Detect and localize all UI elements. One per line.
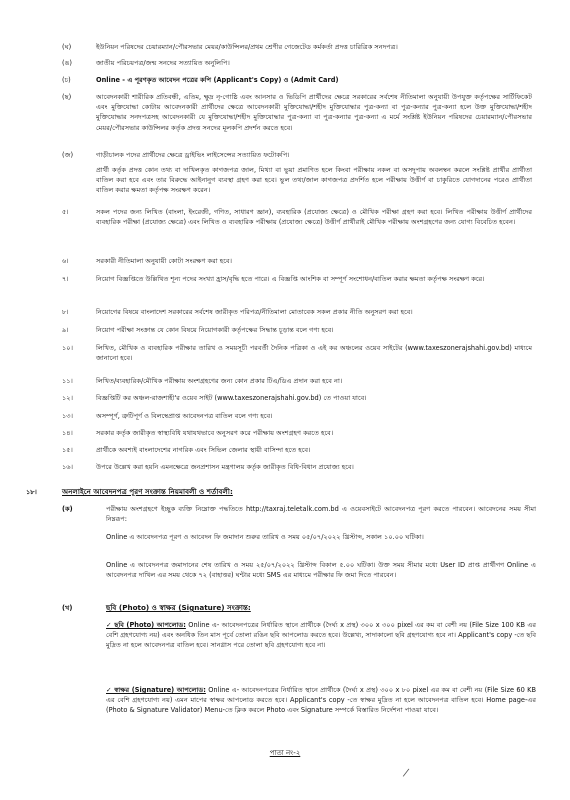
item-text: লিখিত, মৌখিক ও ব্যবহারিক পরীক্ষার তারিখ ও সময়সূচী পরবর্তী দৈনিক পত্রিকা ও এই কর অঞ্চলের ওয়েব সাইটের (www.taxeszonerajshahi.gov.bd) মাধ্যমে জানানো হবে। <box>96 344 532 363</box>
ink-mark: / <box>402 765 411 780</box>
list-item <box>62 393 532 403</box>
item-number: (ছ) <box>62 93 72 101</box>
signature-paragraph <box>106 685 536 716</box>
item-text: সরকারী নীতিমালা অনুযায়ী কোটা সংরক্ষণ করা হবে। <box>96 257 232 265</box>
paragraph <box>106 560 536 580</box>
list-item <box>62 411 532 421</box>
item-text: লিখিত/ব্যবহারিক/মৌখিক পরীক্ষায় অংশগ্রহণের জন্য কোন প্রকার টিএ/ডিএ প্রদান করা হবে না। <box>96 377 343 385</box>
deadline-text: Online এ আবেদনপত্র জমাদানের শেষ তারিখ ও সময় ২৫/০৭/২০২২ খ্রিস্টাব্দ বিকাল ৫.০০ ঘটিকা। উক্ত সময় সীমার মধ্যে User ID প্রাপ্ত প্রার্থীগণ Online এ আবেদনপত্র দাখিল এর সময় থেকে ৭২ (বাহাত্তর) ঘন্টার মধ্যে SMS এর মাধ্যমে পরীক্ষার ফি জমা দিতে পারবেন। <box>106 561 536 580</box>
list-item <box>96 165 532 196</box>
list-item <box>62 207 532 227</box>
item-text: নিয়োগ বিজ্ঞপ্তিতে উল্লিখিত শূন্য পদের সংখ্যা হ্রাস/বৃদ্ধি হতে পারে। এ বিজ্ঞপ্তি আংশিক বা সম্পূর্ণ সংশোধন/বাতিল করার ক্ষমতা কর্তৃপক্ষ সংরক্ষণ করে। <box>96 275 485 283</box>
list-item <box>62 75 532 85</box>
item-text: নিয়োগ পরীক্ষা সংক্রান্ত যে কোন বিষয়ে নিয়োগকারী কর্তৃপক্ষের সিদ্ধান্ত চূড়ান্ত বলে গণ্য হবে। <box>96 326 334 334</box>
item-number: (ঘ) <box>62 43 72 51</box>
item-number: ১৫। <box>62 446 73 454</box>
item-text: প্রার্থী কর্তৃক প্রদত্ত কোন তথ্য বা দাখিলকৃত কাগজপত্র জাল, মিথ্যা বা ভুয়া প্রমাণিত হলে কিংবা পরীক্ষায় নকল বা অসদুপায় অবলম্বন করলে সংশ্লিষ্ট প্রার্থীর প্রার্থীতা বাতিল করা হবে এবং তার বিরুদ্ধে আইনানুগ ব্যবস্থা গ্রহণ করা হবে। ভুল তথ্য/জাল কাগজপত্র প্রদর্শিত হলে পরীক্ষায় উত্তীর্ণ বা চাকুরিতে যোগদানের পরেও প্রার্থীতা বাতিল করার ক্ষমতা কর্তৃপক্ষ সংরক্ষণ করেন। <box>96 166 532 195</box>
item-text: ইউনিয়ন পরিষদের চেয়ারম্যান/পৌরসভার মেয়র/কাউন্সিলর/প্রথম শ্রেণীর গেজেটেড কর্মকর্তা প্রদত্ত চারিত্রিক সনদপত্র। <box>96 43 398 51</box>
signature-upload-text: Online এ- আবেদনপত্রের নির্ধারিত স্থানে প্রার্থীকে (দৈর্ঘ্য x প্রস্থ) ৩০০ x ৮০ pixel এর কম বা বেশী নয় (File Size 60 KB এর বেশি গ্রহণযোগ্য নয়) এমন মাপের স্বাক্ষর আপলোড করতে হবে। Applicant's copy -তে স্বাক্ষর মুদ্রিত না হলে আবেদনপত্র বাতিল হবে। Home page-এর (Photo & Signature Validator) Menu-তে ক্লিক করলে Photo এবং Signature সম্পর্কে বিস্তারিত নির্দেশনা পাওয়া যাবে। <box>106 686 536 715</box>
list-item <box>62 445 532 455</box>
photo-paragraph <box>106 620 536 651</box>
list-item <box>62 376 532 386</box>
item-text: আবেদনকারী শারীরিক প্রতিবন্ধী, এতিম, ক্ষুদ্র নৃ-গোষ্ঠি এবং আনসার ও ভিডিপি প্রার্থীদের ক্ষেত্রে সরকারের সর্বশেষ নীতিমালা অনুযায়ী উপযুক্ত কর্তৃপক্ষের সার্টিফিকেট এবং মুক্তিযোদ্ধা কোটায় আবেদনকারী প্রার্থীদের ক্ষেত্রে আবেদনকারী মুক্তিযোদ্ধা/শহীদ মুক্তিযোদ্ধার পুত্র-কন্যা বা পুত্র-কন্যার পুত্র-কন্যা হলে উক্ত মুক্তিযোদ্ধা/শহীদ মুক্তিযোদ্ধার সনদপত্রসহ আবেদনকারী যে মুক্তিযোদ্ধা/শহীদ মুক্তিযোদ্ধার পুত্র-কন্যা বা পুত্র-কন্যার পুত্র-কন্যা এ মর্মে সংশ্লিষ্ট ইউনিয়ন পরিষদের চেয়ারম্যান/পৌরসভার মেয়র/পৌরসভার কাউন্সিলর কর্তৃক প্রদত্ত সনদের মূলকপি প্রদর্শন করতে হবে। <box>96 93 532 132</box>
subsection-kh <box>62 603 536 613</box>
page-number <box>0 748 570 758</box>
signature-upload-label: ✓ স্বাক্ষর (Signature) আপলোড: <box>106 686 206 694</box>
item-text: সকল পদের জন্য লিখিত (বাংলা, ইংরেজী, গণিত, সাধারণ জ্ঞান), ব্যবহারিক (প্রযোজ্য ক্ষেত্রে) ও মৌখিক পরীক্ষা গ্রহণ করা হবে। লিখিত পরীক্ষায় উত্তীর্ণ প্রার্থীদের ব্যবহারিক পরীক্ষা (প্রযোজ্য ক্ষেত্রে) এবং লিখিত ও ব্যবহারিক পরীক্ষায় (প্রযোজ্য ক্ষেত্রে) উত্তীর্ণ প্রার্থীরাই মৌখিক পরীক্ষায় অংশগ্রহণের জন্য যোগ্য বিবেচিত হবেন। <box>96 208 532 227</box>
section-number: ১৮। <box>26 488 37 496</box>
item-text: নিয়োগের বিষয়ে বাংলাদেশ সরকারের সর্বশেষ জারীকৃত পরিপত্র/নীতিমালা মোতাবেক সকল প্রকার নীতি অনুসরণ করা হবে। <box>96 308 413 316</box>
item-number: ১১। <box>62 377 73 385</box>
page-number-label: পাতা নং-২ <box>269 749 301 757</box>
item-text: Online - এ পূরণকৃত আবেদন পত্রের কপি (Applicant's Copy) ও (Admit Card) <box>96 76 339 84</box>
photo-upload-text: Online এ- আবেদনপত্রের নির্ধারিত স্থানে প্রার্থীকে (দৈর্ঘ্য x প্রস্থ) ৩০০ x ৩০০ pixel এর কম বা বেশী নয় (File Size 100 KB এর বেশি গ্রহণযোগ্য নয়) এবং অনধিক তিন মাস পূর্বে তোলা রঙিন ছবি আপলোড করতে হবে। উল্লেখ্য, সাদাকালো ছবি গ্রহণযোগ্য হবে না। Applicant's copy -তে ছবি মুদ্রিত না হলে আবেদনপত্র বাতিল হবে। সানগ্লাস পরে তোলা ছবি গ্রহণযোগ্য হবে না। <box>106 621 536 650</box>
item-number: ৬। <box>62 257 69 265</box>
paragraph <box>106 532 536 542</box>
list-item <box>62 428 532 438</box>
subsection-title: ছবি (Photo) ও স্বাক্ষর (Signature) সংক্রান্ত: <box>106 603 251 612</box>
item-text: গাড়ীচালক পদের প্রার্থীদের ক্ষেত্রে ড্রাইভিং লাইসেন্সের সত্যায়িত ফটোকপি। <box>96 151 290 159</box>
section-title: অনলাইনে আবেদনপত্র পূরণ সংক্রান্ত নিয়মাবলী ও শর্তাবলী: <box>62 487 233 496</box>
item-number: ১৪। <box>62 429 73 437</box>
item-number: ৫। <box>62 208 69 216</box>
list-item <box>62 256 532 266</box>
item-number: ৯। <box>62 326 69 334</box>
list-item <box>62 307 532 317</box>
list-item <box>62 42 532 52</box>
subsection-number: (ক) <box>62 505 73 513</box>
item-text: জাতীয় পরিচয়পত্র/জন্ম সনদের সত্যায়িত অনুলিপি। <box>96 59 230 67</box>
item-number: ৮। <box>62 308 69 316</box>
list-item <box>62 325 532 335</box>
item-number: (চ) <box>62 76 71 84</box>
subsection-k <box>62 504 536 524</box>
item-number: ১০। <box>62 344 73 352</box>
item-text: অসম্পূর্ণ, ত্রুটিপূর্ণ ও বিলম্বেপ্রাপ্ত আবেদনপত্র বাতিল বলে গণ্য হবে। <box>96 412 273 420</box>
subsection-text: পরীক্ষায় অংশগ্রহণে ইচ্ছুক ব্যক্তি নিম্নোক্ত পদ্ধতিতে http://taxraj.teletalk.com.bd এ ওয়েবসাইটে আবেদনপত্র পূরণ করতে পারবেন। আবেদনের সময় সীমা নিম্নরূপ: <box>106 505 536 524</box>
item-number: (ঙ) <box>62 59 72 67</box>
list-item <box>62 274 532 284</box>
item-number: ১৬। <box>62 463 73 471</box>
item-number: ৭। <box>62 275 69 283</box>
item-text: প্রার্থীকে অবশ্যই বাংলাদেশের নাগরিক এবং সিভিল জেলার স্থায়ী বাসিন্দা হতে হবে। <box>96 446 311 454</box>
photo-upload-label: ✓ ছবি (Photo) আপলোড: <box>106 621 186 629</box>
list-item <box>62 462 532 472</box>
section-heading <box>26 487 536 497</box>
list-item <box>62 343 532 363</box>
item-number: ১২। <box>62 394 73 402</box>
list-item <box>62 58 532 68</box>
item-number: ১৩। <box>62 412 73 420</box>
subsection-number: (খ) <box>62 604 73 612</box>
item-number: (জ) <box>62 151 74 159</box>
item-text: বিজ্ঞপ্তিটি কর অঞ্চল-রাজশাহী'র ওয়েব সাইট (www.taxeszonerajshahi.gov.bd) তে পাওয়া যাবে। <box>96 394 367 402</box>
start-date-text: Online এ আবেদনপত্র পূরণ ও আবেদন ফি জমাদান শুরুর তারিখ ও সময় ০৫/০৭/২০২২ খ্রিস্টাব্দ, সকাল ১০.০০ ঘটিকা। <box>106 533 424 541</box>
list-item <box>62 92 532 133</box>
list-item <box>62 150 532 160</box>
item-text: সরকার কর্তৃক জারীকৃত স্বাস্থ্যবিধি যথাযথভাবে অনুসরণ করে পরীক্ষায় অংশগ্রহণ করতে হবে। <box>96 429 334 437</box>
item-text: উপরে উল্লেখ করা হয়নি এমনক্ষেত্রে জনপ্রশাসন মন্ত্রণালয় কর্তৃক জারীকৃত বিধি-বিধান প্রযোজ্য হবে। <box>96 463 354 471</box>
